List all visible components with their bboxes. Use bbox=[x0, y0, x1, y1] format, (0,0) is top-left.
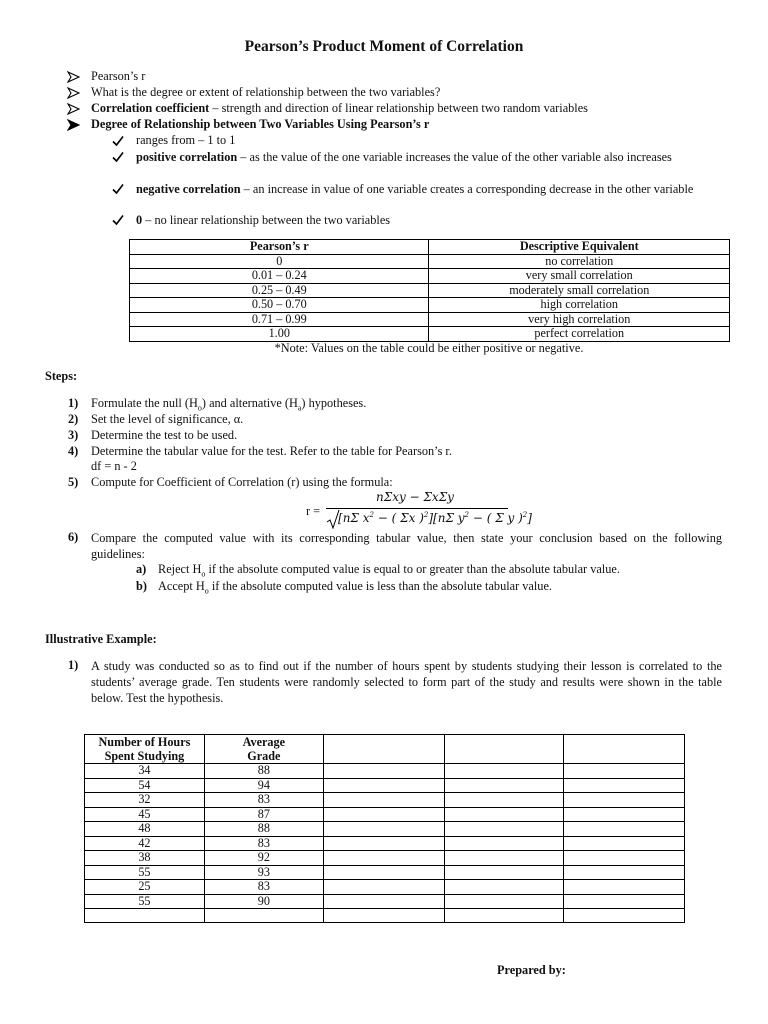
checkmark-icon bbox=[112, 183, 124, 195]
table-cell: 88 bbox=[204, 822, 323, 837]
table-note: *Note: Values on the table could be either positive or negative. bbox=[274, 341, 584, 355]
table-cell: 32 bbox=[85, 793, 205, 808]
check-item: positive correlation – as the value of the one variable increases the value of the other variable also increases bbox=[136, 150, 672, 164]
table-cell: 0 bbox=[130, 254, 429, 269]
table-cell: very small correlation bbox=[429, 269, 730, 284]
checkmark-icon bbox=[112, 214, 124, 226]
check-item: 0 – no linear relationship between the two variables bbox=[136, 213, 391, 227]
arrow-bullet-icon bbox=[67, 119, 81, 131]
table-cell bbox=[564, 865, 685, 880]
arrow-bullet-icon bbox=[67, 103, 81, 115]
column-header bbox=[323, 735, 444, 764]
column-header bbox=[564, 735, 685, 764]
table-cell bbox=[85, 909, 205, 923]
substep-label: a) bbox=[136, 562, 147, 576]
table-cell: 83 bbox=[204, 836, 323, 851]
table-cell bbox=[444, 865, 564, 880]
step-text: Compute for Coefficient of Correlation (r) using the formula: bbox=[91, 475, 393, 489]
table-cell bbox=[323, 764, 444, 779]
table-cell: very high correlation bbox=[429, 312, 730, 327]
example-heading: Illustrative Example: bbox=[45, 632, 157, 646]
step-number: 6) bbox=[68, 530, 79, 544]
formula-denominator: [nΣ $x^2$ − ( Σx )$^2$][nΣ $y^2$ − ( Σ y )$^2$] bbox=[338, 511, 532, 525]
table-cell: 25 bbox=[85, 880, 205, 895]
steps-heading: Steps: bbox=[45, 369, 78, 383]
table-cell: 87 bbox=[204, 807, 323, 822]
table-cell bbox=[444, 793, 564, 808]
table-cell: 90 bbox=[204, 894, 323, 909]
step-number: 3) bbox=[68, 428, 79, 442]
table-cell bbox=[323, 822, 444, 837]
step-number: 4) bbox=[68, 444, 79, 458]
table-cell bbox=[444, 778, 564, 793]
column-header: Descriptive Equivalent bbox=[429, 240, 730, 255]
table-cell bbox=[444, 894, 564, 909]
degree-table bbox=[129, 239, 730, 342]
table-row bbox=[85, 793, 685, 808]
table-cell bbox=[564, 851, 685, 866]
table-row bbox=[85, 851, 685, 866]
table-cell bbox=[323, 807, 444, 822]
fraction-bar bbox=[326, 508, 508, 509]
table-row bbox=[130, 269, 730, 284]
table-header-row bbox=[130, 240, 730, 255]
table-row bbox=[85, 909, 685, 923]
table-row bbox=[85, 880, 685, 895]
table-cell bbox=[204, 909, 323, 923]
table-cell bbox=[564, 793, 685, 808]
table-cell bbox=[564, 894, 685, 909]
step-text: Determine the tabular value for the test. Refer to the table for Pearson’s r. bbox=[91, 444, 452, 458]
formula-numerator: nΣxy − ΣxΣy bbox=[376, 490, 454, 504]
table-cell: 0.01 – 0.24 bbox=[130, 269, 429, 284]
table-cell bbox=[444, 807, 564, 822]
table-cell: 92 bbox=[204, 851, 323, 866]
checkmark-icon bbox=[112, 135, 124, 147]
table-cell: 45 bbox=[85, 807, 205, 822]
table-cell: 38 bbox=[85, 851, 205, 866]
table-row bbox=[130, 283, 730, 298]
step-text: Determine the test to be used. bbox=[91, 428, 238, 442]
table-cell: 55 bbox=[85, 894, 205, 909]
table-cell: 48 bbox=[85, 822, 205, 837]
data-table bbox=[84, 734, 685, 923]
table-row bbox=[85, 865, 685, 880]
table-cell bbox=[564, 909, 685, 923]
table-cell bbox=[323, 836, 444, 851]
table-cell: high correlation bbox=[429, 298, 730, 313]
table-row bbox=[130, 312, 730, 327]
table-cell: moderately small correlation bbox=[429, 283, 730, 298]
table-row bbox=[85, 778, 685, 793]
table-row bbox=[85, 807, 685, 822]
column-header: Average Grade bbox=[204, 735, 323, 764]
table-cell bbox=[444, 764, 564, 779]
table-cell bbox=[564, 778, 685, 793]
step-number: 5) bbox=[68, 475, 79, 489]
table-cell bbox=[564, 836, 685, 851]
bullet-item: What is the degree or extent of relationship between the two variables? bbox=[91, 85, 441, 99]
table-cell bbox=[564, 764, 685, 779]
table-cell: 88 bbox=[204, 764, 323, 779]
check-item: negative correlation – an increase in value of one variable creates a corresponding decrease in the other variable bbox=[136, 182, 694, 196]
table-row bbox=[85, 764, 685, 779]
table-cell: 34 bbox=[85, 764, 205, 779]
table-row bbox=[85, 836, 685, 851]
table-row bbox=[130, 327, 730, 342]
table-cell: 83 bbox=[204, 793, 323, 808]
table-cell: 54 bbox=[85, 778, 205, 793]
table-row bbox=[85, 822, 685, 837]
column-header bbox=[444, 735, 564, 764]
table-cell: 0.71 – 0.99 bbox=[130, 312, 429, 327]
step-df: df = n - 2 bbox=[91, 459, 137, 473]
example-text: A study was conducted so as to find out if the number of hours spent by students studying their lesson is correlated to the students’ average grade. Ten students were randomly selected to form part of the study and results were shown in the table below. Test the hypothesis. bbox=[91, 659, 722, 705]
prepared-by-label: Prepared by: bbox=[497, 963, 566, 977]
table-cell: 94 bbox=[204, 778, 323, 793]
table-cell: 1.00 bbox=[130, 327, 429, 342]
example-number: 1) bbox=[68, 658, 79, 672]
table-row bbox=[85, 894, 685, 909]
table-cell bbox=[444, 880, 564, 895]
page-title: Pearson’s Product Moment of Correlation bbox=[244, 38, 524, 55]
table-cell bbox=[323, 909, 444, 923]
table-cell bbox=[564, 880, 685, 895]
table-cell bbox=[323, 880, 444, 895]
table-cell: 55 bbox=[85, 865, 205, 880]
table-cell: perfect correlation bbox=[429, 327, 730, 342]
check-item: ranges from – 1 to 1 bbox=[136, 133, 236, 147]
step-text: Formulate the null $(H_o)$ and alternative $(H_a)$ hypotheses. bbox=[91, 396, 367, 413]
table-cell bbox=[444, 836, 564, 851]
table-cell bbox=[323, 778, 444, 793]
step-number: 1) bbox=[68, 396, 79, 410]
bullet-item: Pearson’s r bbox=[91, 69, 146, 83]
table-cell: 42 bbox=[85, 836, 205, 851]
table-cell bbox=[323, 851, 444, 866]
table-row bbox=[130, 298, 730, 313]
table-cell: 0.25 – 0.49 bbox=[130, 283, 429, 298]
table-cell: 83 bbox=[204, 880, 323, 895]
column-header: Number of Hours Spent Studying bbox=[85, 735, 205, 764]
table-cell: 0.50 – 0.70 bbox=[130, 298, 429, 313]
checkmark-icon bbox=[112, 151, 124, 163]
table-header-row bbox=[85, 735, 685, 764]
table-cell: 93 bbox=[204, 865, 323, 880]
table-cell bbox=[323, 865, 444, 880]
step-number: 2) bbox=[68, 412, 79, 426]
arrow-bullet-icon bbox=[67, 87, 81, 99]
substep-text: Accept $H_o$ if the absolute computed value is less than the absolute tabular value. bbox=[158, 579, 552, 596]
table-row bbox=[130, 254, 730, 269]
table-cell bbox=[564, 822, 685, 837]
table-cell bbox=[444, 851, 564, 866]
bullet-item: Correlation coefficient – strength and direction of linear relationship between two random variables bbox=[91, 101, 588, 115]
table-cell bbox=[323, 894, 444, 909]
substep-label: b) bbox=[136, 579, 147, 593]
bullet-item: Degree of Relationship between Two Variables Using Pearson’s r bbox=[91, 117, 430, 131]
table-cell bbox=[564, 807, 685, 822]
substep-text: Reject $H_o$ if the absolute computed value is equal to or greater than the absolute tabular value. bbox=[158, 562, 620, 579]
step-text: Compare the computed value with its corresponding tabular value, then state your conclusion based on the following guidelines: bbox=[91, 531, 722, 561]
table-cell bbox=[323, 793, 444, 808]
table-cell: no correlation bbox=[429, 254, 730, 269]
column-header: Pearson’s r bbox=[130, 240, 429, 255]
table-cell bbox=[444, 909, 564, 923]
formula-lhs: r = bbox=[306, 504, 321, 518]
step-text: Set the level of significance, α. bbox=[91, 412, 244, 426]
arrow-bullet-icon bbox=[67, 71, 81, 83]
table-cell bbox=[444, 822, 564, 837]
